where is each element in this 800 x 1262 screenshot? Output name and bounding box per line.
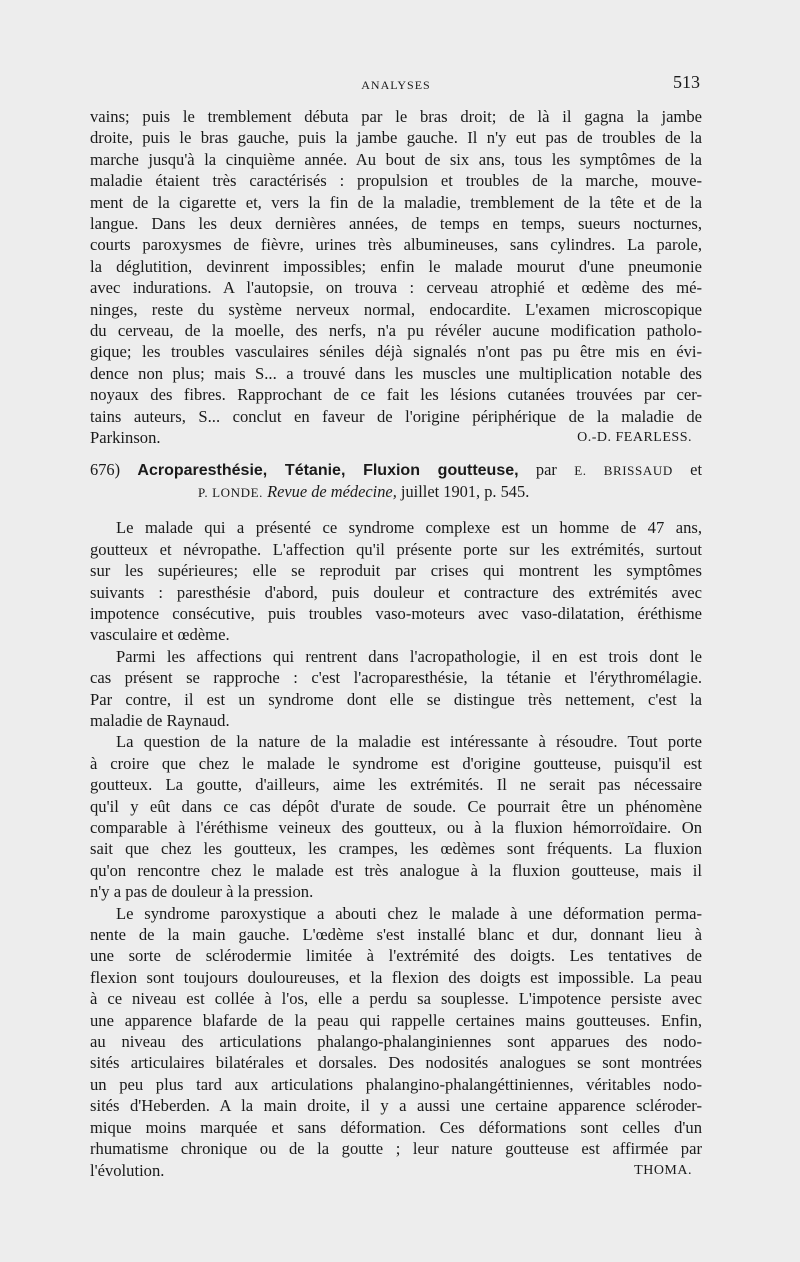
article-by: par	[535, 459, 557, 479]
text-line: langue. Dans les deux dernières années, de temps en temps, sueurs nocturnes,	[90, 214, 702, 234]
article-heading	[90, 459, 702, 504]
text-line: à croire que chez le malade le syndrome est d'origine goutteuse, puisqu'il est	[90, 753, 702, 773]
previous-article-last-line	[90, 427, 702, 448]
text-line: qu'on rencontre chez le malade est très analogue à la fluxion goutteuse, mais il	[90, 860, 702, 880]
article-last-line	[90, 1160, 702, 1181]
text-line: sait que chez les goutteux, les crampes, les œdèmes sont fréquents. La fluxion	[90, 839, 702, 859]
text-line: Par contre, il est un syndrome dont elle se distingue très nettement, c'est la	[90, 689, 702, 709]
text-line: vains; puis le tremblement débuta par le bras droit; de là il gagna la jambe	[90, 107, 702, 126]
text-line: ment de la cigarette et, vers la fin de la maladie, tremblement de la tête et de la	[90, 192, 702, 212]
previous-article-continuation	[90, 106, 702, 427]
text-line: avec indurations. A l'autopsie, on trouva : cerveau atrophié et œdème des mé-	[90, 278, 702, 298]
text-line: la déglutition, devinrent impossibles; enfin le malade mourut d'une pneumonie	[90, 256, 702, 276]
text-line: sités d'Heberden. A la main droite, il y a aussi une certaine apparence scléroder-	[90, 1096, 702, 1116]
article-number: 676)	[90, 459, 121, 479]
text-line: flexion sont toujours douloureuses, et la flexion des doigts est impossible. La peau	[90, 967, 702, 987]
article-date: juillet 1901, p. 545.	[400, 481, 530, 501]
article-signature: THOMA.	[634, 1162, 692, 1178]
text-line: gique; les troubles vasculaires séniles déjà signalés n'ont pas pu être mis en évi-	[90, 342, 702, 362]
text-line: au niveau des articulations phalango-phalanginiennes sont apparues des nodo-	[90, 1032, 702, 1052]
text-line: impotence consécutive, puis troubles vaso-moteurs avec vaso-dilatation, éréthisme	[90, 603, 702, 623]
article-last-text: l'évolution.	[90, 1160, 165, 1180]
text-line: une sorte de sclérodermie limitée à l'extrémité des doigts. Les tentatives de	[90, 946, 702, 966]
article-author-1: E. BRISSAUD	[574, 462, 673, 478]
running-head-title: ANALYSES	[361, 78, 431, 92]
text-line: suivants : paresthésie d'abord, puis douleur et contracture des extrémités avec	[90, 582, 702, 602]
text-line: du cerveau, de la moelle, des nerfs, n'a pu révéler aucune modification patholo-	[90, 321, 702, 341]
text-line: sur les supérieures; elle se reproduit par crises qui montrent les symptômes	[90, 561, 702, 581]
text-line: Le syndrome paroxystique a abouti chez le malade à une déformation perma-	[116, 903, 702, 923]
text-line: goutteux. La goutte, d'ailleurs, aime les extrémités. Il ne serait pas nécessaire	[90, 775, 702, 795]
previous-article-last-text: Parkinson.	[90, 428, 161, 448]
paragraph	[90, 731, 702, 902]
paragraph	[90, 517, 702, 645]
page-text	[90, 106, 702, 1181]
text-line: une apparence blafarde de la peau qui rappelle certaines mains goutteuses. Enfin,	[90, 1010, 702, 1030]
text-line: goutteux et névropathe. L'affection qu'il présente porte sur les extrémités, surtout	[90, 539, 702, 559]
text-line: à ce niveau est collée à l'os, elle a perdu sa souplesse. L'impotence persiste avec	[90, 989, 702, 1009]
article-title: Acroparesthésie, Tétanie, Fluxion goutteuse,	[137, 461, 519, 479]
article-author-2: P. LONDE.	[198, 484, 263, 500]
article-heading-line-2	[90, 481, 702, 503]
page-number: 513	[673, 72, 700, 92]
text-line: tains auteurs, S... conclut en faveur de l'origine périphérique de la maladie de	[90, 406, 702, 426]
article-and: et	[690, 459, 703, 479]
text-line: droite, puis le bras gauche, puis la jambe gauche. Il n'y eut pas de troubles de la	[90, 128, 702, 148]
article-journal: Revue de médecine,	[267, 481, 397, 501]
article-heading-line-1	[90, 459, 702, 481]
previous-article-signature: O.-D. FEARLESS.	[577, 430, 692, 446]
text-line: Le malade qui a présenté ce syndrome complexe est un homme de 47 ans,	[116, 518, 702, 538]
text-line: rhumatisme chronique ou de la goutte ; leur nature goutteuse est affirmée par	[90, 1139, 702, 1159]
paragraph	[90, 903, 702, 1160]
text-line: courts paroxysmes de fièvre, urines très albumineuses, sans cylindres. La parole,	[90, 235, 702, 255]
text-line: un peu plus tard aux articulations phalangino-phalangéttiniennes, véritables nodo-	[90, 1074, 702, 1094]
text-line: mique moins marquée et sans déformation. Ces déformations sont celles d'un	[90, 1117, 702, 1137]
text-line: sités articulaires bilatérales et dorsales. Des nodosités analogues se sont montrées	[90, 1053, 702, 1073]
text-line: Parmi les affections qui rentrent dans l'acropathologie, il en est trois dont le	[116, 646, 702, 666]
article-body	[90, 517, 702, 1159]
paragraph	[90, 646, 702, 732]
text-line: La question de la nature de la maladie est intéressante à résoudre. Tout porte	[116, 732, 702, 752]
text-line: marche jusqu'à la cinquième année. Au bout de six ans, tous les symptômes de la	[90, 149, 702, 169]
text-line: cas présent se rapproche : c'est l'acroparesthésie, la tétanie et l'érythromélagie.	[90, 668, 702, 688]
text-line: dence non plus; mais S... a trouvé dans les muscles une multiplication notable des	[90, 363, 702, 383]
running-head	[90, 72, 702, 96]
text-line: nente de la main gauche. L'œdème s'est installé blanc et dur, donnant lieu à	[90, 925, 702, 945]
paragraph-last-line: vasculaire et œdème.	[90, 625, 230, 645]
text-line: maladie étaient très caractérisés : propulsion et troubles de la marche, mouve-	[90, 171, 702, 191]
text-line: comparable à l'éréthisme veineux des goutteux, ou à la fluxion hémorroïdaire. On	[90, 818, 702, 837]
text-line: noyaux des fibres. Rapprochant de ce fait les lésions cutanées trouvées par cer-	[90, 385, 702, 405]
paragraph-last-line: maladie de Raynaud.	[90, 710, 230, 730]
text-line: qu'il y eût dans ce cas dépôt d'urate de soude. Ce pourrait être un phénomène	[90, 796, 702, 816]
text-line: ninges, reste du système nerveux normal, endocardite. L'examen microscopique	[90, 299, 702, 319]
paragraph-last-line: n'y a pas de douleur à la pression.	[90, 882, 314, 902]
